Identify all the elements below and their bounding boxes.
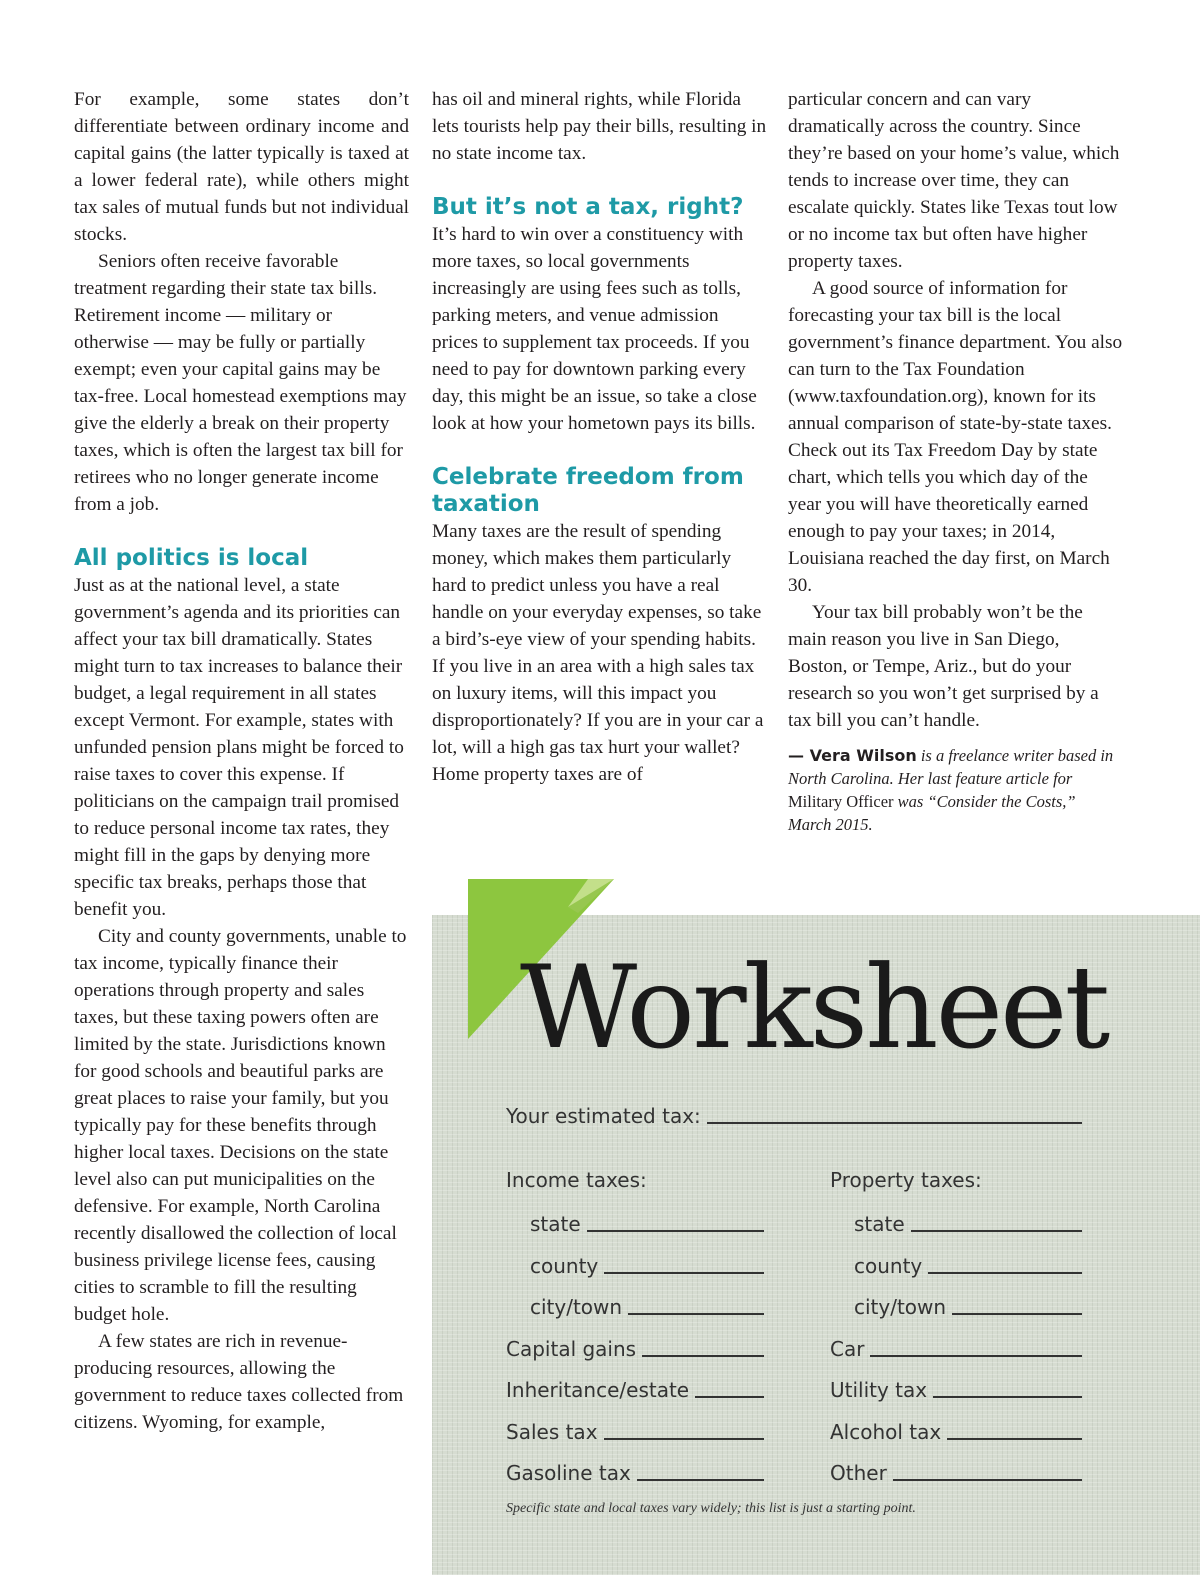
paragraph: has oil and mineral rights, while Florida lets tourists help pay their bills, resulting in no state income tax.	[432, 89, 767, 164]
section-heading: But it’s not a tax, right?	[432, 194, 744, 220]
blank-line	[604, 1272, 764, 1274]
paragraph: Your tax bill probably won’t be the main reason you live in San Diego, Boston, or Tempe, Ariz., but do your research so you won’t get surprised by a tax bill you can’t handle.	[788, 602, 1099, 731]
field-label: Car	[830, 1337, 865, 1361]
paragraph: Just as at the national level, a state government’s agenda and its priorities can affect your tax bill dramatically. States might turn to tax increases to balance their budget, a legal requirement in all states except Vermont. For example, states with unfunded pension plans might be forced to raise taxes to cover this expense. If politicians on the campaign trail promised to reduce personal income tax rates, they might fill in the gaps by denying more specific tax breaks, perhaps those that benefit you.	[74, 575, 404, 920]
blank-line	[928, 1272, 1082, 1274]
section-heading: Celebrate freedom from taxation	[432, 464, 744, 517]
field-label: Sales tax	[506, 1420, 598, 1444]
estimated-tax-label: Your estimated tax:	[506, 1104, 701, 1128]
blank-line	[695, 1396, 764, 1398]
utility-tax-field[interactable]	[830, 1374, 1082, 1402]
field-label: Gasoline tax	[506, 1461, 631, 1485]
income-state-field[interactable]	[530, 1208, 764, 1236]
alcohol-tax-field[interactable]	[830, 1416, 1082, 1444]
article-column-1	[74, 86, 409, 1436]
byline-dash: —	[788, 746, 810, 765]
field-label: county	[854, 1254, 923, 1278]
inheritance-estate-field[interactable]	[506, 1374, 764, 1402]
field-label: Other	[830, 1461, 887, 1485]
field-label: state	[854, 1212, 905, 1236]
field-label: Alcohol tax	[830, 1420, 942, 1444]
income-county-field[interactable]	[530, 1250, 764, 1278]
blank-line	[707, 1122, 1082, 1124]
sales-tax-field[interactable]	[506, 1416, 764, 1444]
paragraph: Seniors often receive favorable treatment regarding their state tax bills. Retirement income — military or otherwise — may be fully or partially exempt; even your capital gains may be tax-free. Local homestead exemptions may give the elderly a break on their property taxes, which is often the largest tax bill for retirees who no longer generate income from a job.	[74, 251, 407, 515]
paragraph: A good source of information for forecasting your tax bill is the local government’s finance department. You also can turn to the Tax Foundation (www.taxfoundation.org), known for its annual comparison of state-by-state taxes. Check out its Tax Freedom Day by state chart, which tells you which day of the year you will have theoretically earned enough to pay your taxes; in 2014, Louisiana reached the day first, on March 30.	[788, 278, 1123, 596]
paragraph: For example, some states don’t differentiate between ordinary income and capital gains (the latter typically is taxed at a lower federal rate), while others might tax sales of mutual funds but not individual stocks.	[74, 89, 409, 245]
paragraph: City and county governments, unable to tax income, typically finance their operations through property and sales taxes, but these taxing powers often are limited by the state. Jurisdictions known for good schools and beautiful parks are great places to raise your family, but you typically pay for these benefits through higher local taxes. Decisions on the state level also can put municipalities on the defensive. For example, North Carolina recently disallowed the collection of local business privilege license fees, causing cities to scramble to fill the resulting budget hole.	[74, 926, 407, 1325]
blank-line	[870, 1355, 1082, 1357]
article-column-3	[788, 86, 1123, 836]
magazine-name: Military Officer	[788, 792, 894, 811]
blank-line	[642, 1355, 764, 1357]
field-label: Inheritance/estate	[506, 1378, 690, 1402]
capital-gains-field[interactable]	[506, 1333, 764, 1361]
paragraph: Many taxes are the result of spending money, which makes them particularly hard to predict unless you have a real handle on your everyday expenses, so take a bird’s-eye view of your spending habits. If you live in an area with a high sales tax on luxury items, will this impact you disproportionately? If you are in your car a lot, will a high gas tax hurt your wallet? Home property taxes are of	[432, 521, 764, 785]
byline-text: is a freelance writer based in North Carolina. Her last feature article for	[788, 746, 1114, 788]
blank-line	[952, 1313, 1082, 1315]
blank-line	[628, 1313, 764, 1315]
blank-line	[893, 1479, 1082, 1481]
paragraph: A few states are rich in revenue-producing resources, allowing the government to reduce taxes collected from citizens. Wyoming, for example,	[74, 1331, 404, 1433]
blank-line	[604, 1438, 764, 1440]
field-label: city/town	[530, 1295, 623, 1319]
field-label: state	[530, 1212, 581, 1236]
gasoline-tax-field[interactable]	[506, 1457, 764, 1485]
paragraph: It’s hard to win over a constituency with more taxes, so local governments increasingly are using fees such as tolls, parking meters, and venue admission prices to supplement tax proceeds. If you need to pay for downtown parking every day, this might be an issue, so take a close look at how your hometown pays its bills.	[432, 224, 757, 434]
field-label: city/town	[854, 1295, 947, 1319]
blank-line	[587, 1230, 764, 1232]
byline-text: was “Consider the Costs,” March 2015.	[788, 792, 1076, 834]
section-heading: All politics is local	[74, 545, 309, 571]
blank-line	[933, 1396, 1082, 1398]
income-city-town-field[interactable]	[530, 1291, 764, 1319]
property-state-field[interactable]	[854, 1208, 1082, 1236]
worksheet-footnote: Specific state and local taxes vary widely; this list is just a starting point.	[506, 1501, 916, 1516]
car-field[interactable]	[830, 1333, 1082, 1361]
property-taxes-heading: Property taxes:	[830, 1168, 982, 1192]
author-name: Vera Wilson	[809, 746, 917, 765]
article-column-2	[432, 86, 767, 788]
field-label: county	[530, 1254, 599, 1278]
blank-line	[947, 1438, 1082, 1440]
property-city-town-field[interactable]	[854, 1291, 1082, 1319]
income-taxes-heading: Income taxes:	[506, 1168, 647, 1192]
field-label: Capital gains	[506, 1337, 637, 1361]
other-field[interactable]	[830, 1457, 1082, 1485]
blank-line	[637, 1479, 764, 1481]
blank-line	[911, 1230, 1082, 1232]
paragraph: particular concern and can vary dramatically across the country. Since they’re based on your home’s value, which tends to increase over time, they can escalate quickly. States like Texas tout low or no income tax but often have higher property taxes.	[788, 89, 1120, 272]
worksheet-title: Worksheet	[520, 941, 1108, 1074]
estimated-tax-field[interactable]	[506, 1100, 1082, 1128]
author-byline	[788, 744, 1123, 836]
property-county-field[interactable]	[854, 1250, 1082, 1278]
field-label: Utility tax	[830, 1378, 928, 1402]
